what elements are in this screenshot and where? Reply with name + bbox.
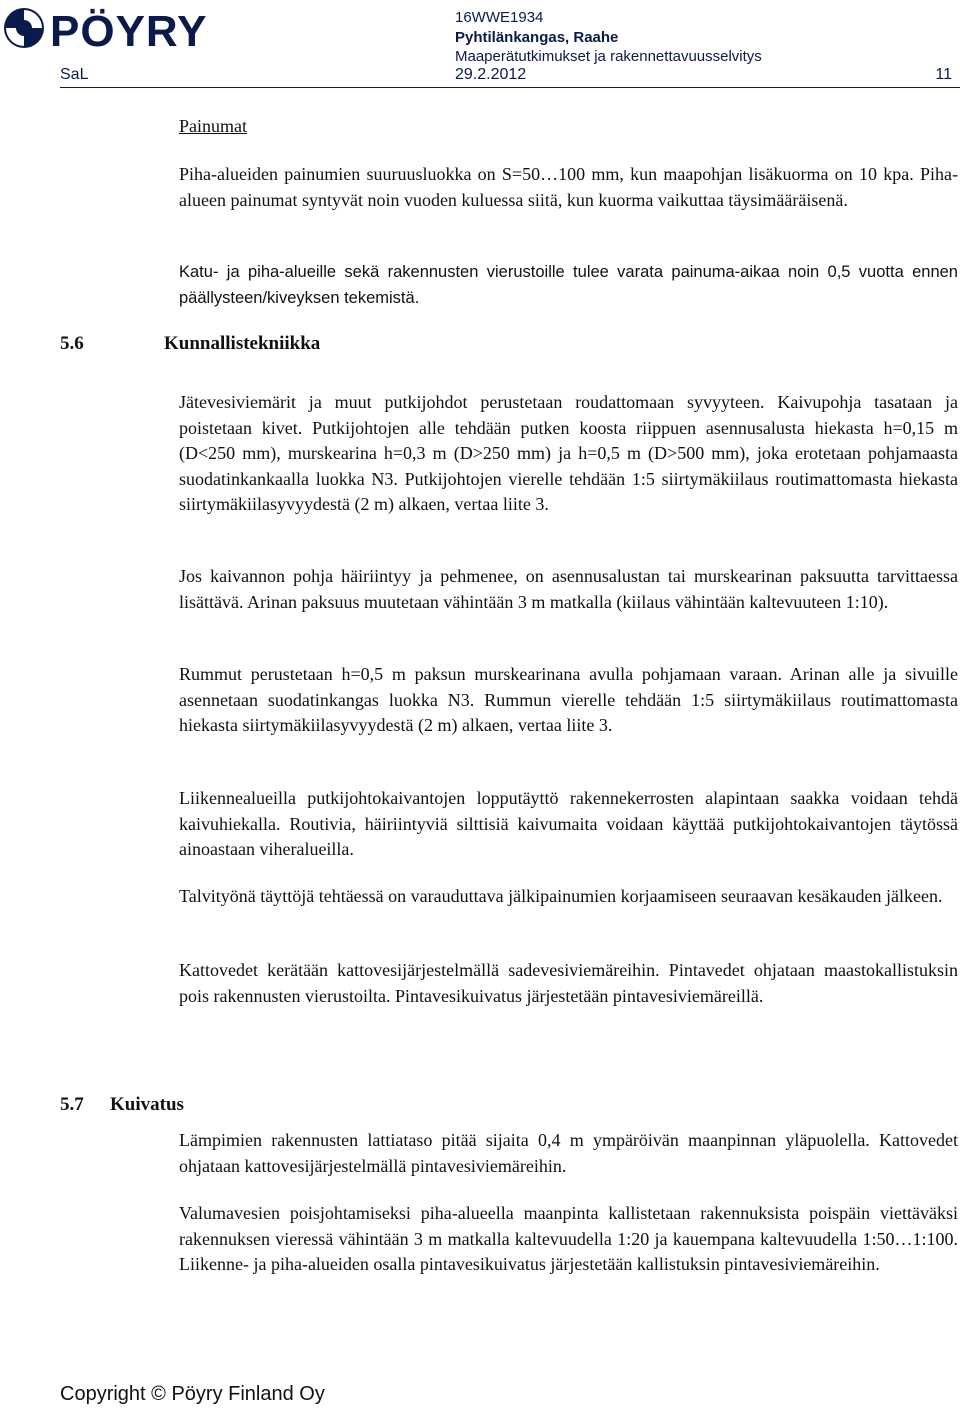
paragraph: Lämpimien rakennusten lattiataso pitää sijaita 0,4 m ympäröivän maanpinnan yläpuolella. Kattovedet ohjataan kattovesijärjestelmällä pintavesiviemäreihin. — [179, 1130, 958, 1176]
report-title: Maaperätutkimukset ja rakennettavuusselvitys — [455, 48, 762, 65]
paragraph: Jätevesiviemärit ja muut putkijohdot perustetaan roudattomaan syvyyteen. Kaivupohja tasataan ja poistetaan kivet. Putkijohtojen alle tehdään putken koosta riippuen asennusalusta hiekasta h=0,15 m (D<250 mm), murskearina h=0,3 m (D>250 mm) ja h=0,5 m (D>500 mm), joka erotetaan pohjamaasta suodatinkankaalla luokka N3. Putkijohtojen vierelle tehdään 1:5 siirtymäkiilaus routimattomasta hiekasta siirtymäkiilasyvyydestä (2 m) alkaen, vertaa liite 3. — [179, 392, 958, 514]
header-project-info — [455, 8, 762, 67]
paragraph: Kattovedet kerätään kattovesijärjestelmällä sadevesiviemäreihin. Pintavedet ohjataan maastokallistuksin pois rakennusten vierustoilta. Pintavesikuivatus järjestetään pintavesiviemäreillä. — [179, 960, 958, 1006]
paragraph: Katu- ja piha-alueille sekä rakennusten vierustoille tulee varata painuma-aikaa noin 0,5 vuotta ennen päällysteen/kiveyksen tekemistä. — [179, 263, 958, 307]
paragraph: Piha-alueiden painumien suuruusluokka on S=50…100 mm, kun maapohjan lisäkuorma on 10 kpa. Piha-alueen painumat syntyvät noin vuoden kuluessa siitä, kun kuorma vaikuttaa täysimääräisenä. — [179, 164, 958, 210]
paragraph: Valumavesien poisjohtamiseksi piha-alueella maanpinta kallistetaan rakennuksista poispäin viettäväksi rakennuksen vieressä vähintään 3 m matkalla kaltevuudella 1:20 ja kauempana kaltevuudella 1:50…1:100. Liikenne- ja piha-alueiden osalla pintavesikuivatus järjestetään kallistuksin pintavesiviemäreihin. — [179, 1203, 958, 1274]
subheading-painumat: Painumat — [179, 116, 247, 136]
svg-text:PÖYRY: PÖYRY — [50, 7, 208, 52]
author-initials: SaL — [60, 66, 89, 83]
paragraph: Rummut perustetaan h=0,5 m paksun murskearinana avulla pohjamaan varaan. Arinan alle ja sivuille asennetaan suodatinkangas luokka N3. Rummun vierelle tehdään 1:5 siirtymäkiilaus routimattomasta hiekasta siirtymäkiilasyvyydestä (2 m) alkaen, vertaa liite 3. — [179, 664, 958, 735]
page-header — [0, 0, 960, 90]
poyry-logo — [2, 4, 246, 52]
header-divider — [60, 87, 960, 88]
paragraph: Liikennealueilla putkijohtokaivantojen lopputäyttö rakennekerrosten alapintaan saakka voidaan tehdä kaivuhiekalla. Routivia, häiriintyviä silttisiä kaivumaita voidaan käyttää putkijohtokaivantojen täytössä ainoastaan viheralueilla. — [179, 788, 958, 859]
section-number: 5.6 — [60, 333, 84, 354]
section-number: 5.7 — [60, 1094, 84, 1115]
paragraph: Jos kaivannon pohja häiriintyy ja pehmenee, on asennusalustan tai murskearinan paksuutta tarvittaessa lisättävä. Arinan paksuus muutetaan vähintään 3 m matkalla (kiilaus vähintään kaltevuuteen 1:10). — [179, 566, 958, 612]
paragraph: Talvityönä täyttöjä tehtäessä on varauduttava jälkipainumien korjaamiseen seuraavan kesäkauden jälkeen. — [179, 886, 943, 906]
section-title: Kunnallistekniikka — [164, 333, 321, 354]
project-number: 16WWE1934 — [455, 9, 544, 26]
page-number: 11 — [935, 66, 952, 83]
project-name: Pyhtilänkangas, Raahe — [455, 28, 619, 46]
copyright-footer: Copyright © Pöyry Finland Oy — [60, 1383, 325, 1405]
report-date: 29.2.2012 — [455, 66, 527, 83]
section-title: Kuivatus — [110, 1094, 184, 1115]
